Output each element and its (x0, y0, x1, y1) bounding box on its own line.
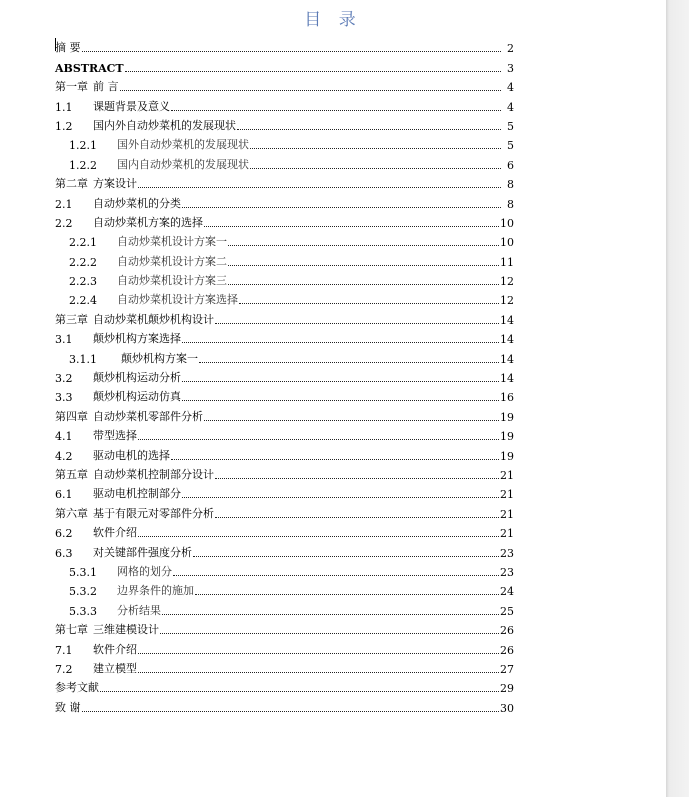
toc-entry[interactable] (55, 346, 514, 365)
toc-entry-label: 课题背景及意义 (93, 99, 170, 113)
toc-entry-page: 30 (500, 701, 514, 715)
toc-entry-number: 第四章 (55, 409, 88, 423)
toc-entry-label: 建立模型 (93, 661, 137, 675)
toc-entry[interactable] (55, 424, 514, 443)
toc-dot-leader (215, 516, 499, 518)
toc-entry[interactable] (55, 618, 514, 637)
toc-entry-label: 自动炒菜机方案的选择 (93, 215, 203, 229)
toc-entry-number: 第一章 (55, 80, 88, 94)
toc-entry-page: 4 (507, 100, 514, 114)
toc-entry-page: 26 (500, 624, 514, 638)
toc-entry[interactable] (55, 463, 514, 482)
toc-entry-number: 5.3.2 (69, 585, 97, 599)
toc-entry-label: 自动炒菜机控制部分设计 (93, 467, 214, 481)
toc-entry-page: 2 (507, 42, 514, 56)
toc-entry-number: 2.2.2 (69, 255, 97, 269)
toc-entry-page: 24 (500, 585, 514, 599)
toc-entry[interactable] (55, 404, 514, 423)
toc-dot-leader (182, 380, 499, 382)
toc-entry-number: 3.1.1 (69, 352, 97, 366)
toc-entry[interactable] (55, 385, 514, 404)
toc-entry-number: 6.3 (55, 546, 73, 560)
toc-entry-page: 14 (500, 372, 514, 386)
toc-entry[interactable] (55, 36, 514, 55)
toc-entry[interactable] (55, 152, 514, 171)
toc-dot-leader (138, 438, 499, 440)
toc-entry-label: 基于有限元对零部件分析 (93, 506, 214, 520)
toc-entry[interactable] (55, 133, 514, 152)
toc-entry-number: 1.2.1 (69, 139, 97, 153)
toc-entry-number: 6.2 (55, 527, 73, 541)
toc-entry[interactable] (55, 560, 514, 579)
toc-entry-page: 11 (500, 255, 514, 269)
toc-dot-leader (228, 264, 499, 266)
toc-entry[interactable] (55, 249, 514, 268)
toc-entry-label: 网格的划分 (117, 564, 172, 578)
toc-entry-page: 14 (500, 333, 514, 347)
toc-entry[interactable] (55, 579, 514, 598)
toc-dot-leader (215, 322, 499, 324)
toc-entry-number: 第七章 (55, 623, 88, 637)
toc-entry[interactable] (55, 94, 514, 113)
toc-entry-page: 5 (507, 139, 514, 153)
toc-dot-leader (100, 690, 499, 692)
toc-entry-label: 颠炒机构运动分析 (93, 371, 181, 385)
toc-entry-number: 3.2 (55, 372, 73, 386)
toc-entry-page: 19 (500, 449, 514, 463)
toc-entry[interactable] (55, 191, 514, 210)
toc-entry-page: 21 (500, 468, 514, 482)
toc-entry[interactable] (55, 598, 514, 617)
toc-entry-number: 第三章 (55, 312, 88, 326)
toc-entry-label: 自动炒菜机设计方案一 (117, 235, 227, 249)
toc-entry-label: 前 言 (93, 80, 119, 94)
toc-entry-label: 软件介绍 (93, 526, 137, 540)
toc-entry[interactable] (55, 75, 514, 94)
toc-entry-label: 分析结果 (117, 603, 161, 617)
toc-entry-label: 边界条件的施加 (117, 584, 194, 598)
toc-entry-page: 10 (500, 236, 514, 250)
toc-dot-leader (204, 225, 499, 227)
toc-entry-page: 21 (500, 527, 514, 541)
toc-dot-leader (162, 613, 499, 615)
toc-entry-label: 国内自动炒菜机的发展现状 (117, 157, 249, 171)
toc-entry-number: 1.2.2 (69, 158, 97, 172)
toc-entry-page: 26 (500, 643, 514, 657)
toc-entry-label: 自动炒菜机颠炒机构设计 (93, 312, 214, 326)
table-of-contents (55, 36, 514, 715)
toc-dot-leader (138, 535, 499, 537)
toc-dot-leader (138, 652, 499, 654)
toc-entry-page: 23 (500, 546, 514, 560)
toc-entry-label: 国内外自动炒菜机的发展现状 (93, 118, 236, 132)
toc-entry[interactable] (55, 695, 514, 714)
toc-entry-label: ABSTRACT (55, 61, 124, 75)
toc-entry-label: 参考文献 (55, 681, 99, 695)
toc-dot-leader (237, 128, 501, 130)
toc-entry[interactable] (55, 114, 514, 133)
toc-entry-number: 1.1 (55, 100, 73, 114)
toc-entry[interactable] (55, 172, 514, 191)
toc-entry[interactable] (55, 482, 514, 501)
toc-entry-label: 颠炒机构方案选择 (93, 332, 181, 346)
toc-entry-number: 4.2 (55, 449, 73, 463)
toc-entry[interactable] (55, 676, 514, 695)
toc-entry-page: 27 (500, 662, 514, 676)
toc-dot-leader (193, 555, 499, 557)
toc-dot-leader (182, 399, 499, 401)
toc-entry-number: 2.2.1 (69, 236, 97, 250)
toc-entry-number: 2.2.3 (69, 275, 97, 289)
toc-dot-leader (250, 147, 501, 149)
toc-entry[interactable] (55, 55, 514, 74)
toc-entry-page: 10 (500, 216, 514, 230)
toc-entry-page: 8 (507, 178, 514, 192)
toc-entry-number: 5.3.3 (69, 604, 97, 618)
toc-entry-number: 第五章 (55, 467, 88, 481)
toc-entry-number: 7.2 (55, 662, 73, 676)
toc-entry-number: 第六章 (55, 506, 88, 520)
toc-entry-page: 5 (507, 119, 514, 133)
toc-entry-number: 2.1 (55, 197, 73, 211)
toc-entry-label: 软件介绍 (93, 642, 137, 656)
toc-entry-page: 12 (500, 294, 514, 308)
toc-entry-label: 对关键部件强度分析 (93, 545, 192, 559)
toc-entry-label: 驱动电机的选择 (93, 448, 170, 462)
toc-title: 目 录 (304, 10, 362, 30)
toc-entry[interactable] (55, 657, 514, 676)
toc-entry[interactable] (55, 521, 514, 540)
toc-entry-label: 自动炒菜机零部件分析 (93, 409, 203, 423)
toc-entry-page: 3 (507, 61, 514, 75)
toc-dot-leader (250, 167, 501, 169)
toc-dot-leader (138, 671, 499, 673)
toc-dot-leader (82, 50, 502, 52)
toc-dot-leader (199, 361, 499, 363)
toc-entry-label: 致 谢 (55, 700, 81, 714)
toc-entry-number: 6.1 (55, 488, 73, 502)
toc-entry[interactable] (55, 443, 514, 462)
toc-entry-number: 第二章 (55, 177, 88, 191)
toc-entry-page: 25 (500, 604, 514, 618)
toc-dot-leader (82, 710, 500, 712)
toc-entry[interactable] (55, 501, 514, 520)
toc-entry-label: 自动炒菜机设计方案选择 (117, 293, 238, 307)
toc-entry-page: 8 (507, 197, 514, 211)
toc-entry-label: 自动炒菜机设计方案三 (117, 274, 227, 288)
toc-entry-page: 4 (507, 81, 514, 95)
toc-dot-leader (171, 458, 499, 460)
toc-entry-page: 14 (500, 352, 514, 366)
toc-dot-leader (215, 477, 499, 479)
toc-entry-page: 6 (507, 158, 514, 172)
toc-dot-leader (160, 632, 499, 634)
toc-entry-label: 颠炒机构运动仿真 (93, 390, 181, 404)
toc-entry-page: 29 (500, 682, 514, 696)
toc-entry[interactable] (55, 327, 514, 346)
toc-entry-label: 国外自动炒菜机的发展现状 (117, 138, 249, 152)
toc-entry[interactable] (55, 230, 514, 249)
toc-entry-number: 4.1 (55, 430, 73, 444)
toc-entry-label: 带型选择 (93, 429, 137, 443)
toc-entry[interactable] (55, 540, 514, 559)
toc-entry-number: 1.2 (55, 119, 73, 133)
toc-entry-number: 7.1 (55, 643, 73, 657)
toc-entry[interactable] (55, 211, 514, 230)
toc-entry-number: 2.2.4 (69, 294, 97, 308)
toc-entry[interactable] (55, 307, 514, 326)
toc-entry-page: 12 (500, 275, 514, 289)
toc-dot-leader (182, 341, 499, 343)
toc-entry-number: 3.3 (55, 391, 73, 405)
toc-entry-number: 5.3.1 (69, 565, 97, 579)
toc-entry[interactable] (55, 366, 514, 385)
toc-entry-page: 14 (500, 313, 514, 327)
toc-entry-label: 摘 要 (55, 41, 81, 55)
toc-dot-leader (173, 574, 499, 576)
toc-dot-leader (204, 419, 499, 421)
toc-entry-number: 3.1 (55, 333, 73, 347)
toc-entry-label: 颠炒机构方案一 (121, 351, 198, 365)
toc-entry-number: 2.2 (55, 216, 73, 230)
toc-dot-leader (182, 206, 501, 208)
toc-dot-leader (120, 89, 502, 91)
toc-entry-label: 自动炒菜机设计方案二 (117, 254, 227, 268)
toc-entry-label: 驱动电机控制部分 (93, 487, 181, 501)
toc-entry[interactable] (55, 637, 514, 656)
toc-dot-leader (228, 244, 499, 246)
toc-entry[interactable] (55, 269, 514, 288)
toc-dot-leader (195, 593, 499, 595)
toc-dot-leader (228, 283, 499, 285)
toc-entry-label: 自动炒菜机的分类 (93, 196, 181, 210)
window-gutter (666, 0, 689, 797)
toc-dot-leader (239, 302, 499, 304)
toc-entry-label: 方案设计 (93, 177, 137, 191)
toc-entry-page: 23 (500, 565, 514, 579)
toc-dot-leader (125, 70, 501, 72)
toc-dot-leader (182, 496, 499, 498)
toc-dot-leader (171, 109, 501, 111)
toc-entry-page: 21 (500, 488, 514, 502)
toc-dot-leader (138, 186, 501, 188)
toc-entry-page: 19 (500, 430, 514, 444)
toc-entry[interactable] (55, 288, 514, 307)
toc-entry-page: 21 (500, 507, 514, 521)
toc-entry-page: 16 (500, 391, 514, 405)
toc-entry-page: 19 (500, 410, 514, 424)
toc-entry-label: 三维建模设计 (93, 623, 159, 637)
